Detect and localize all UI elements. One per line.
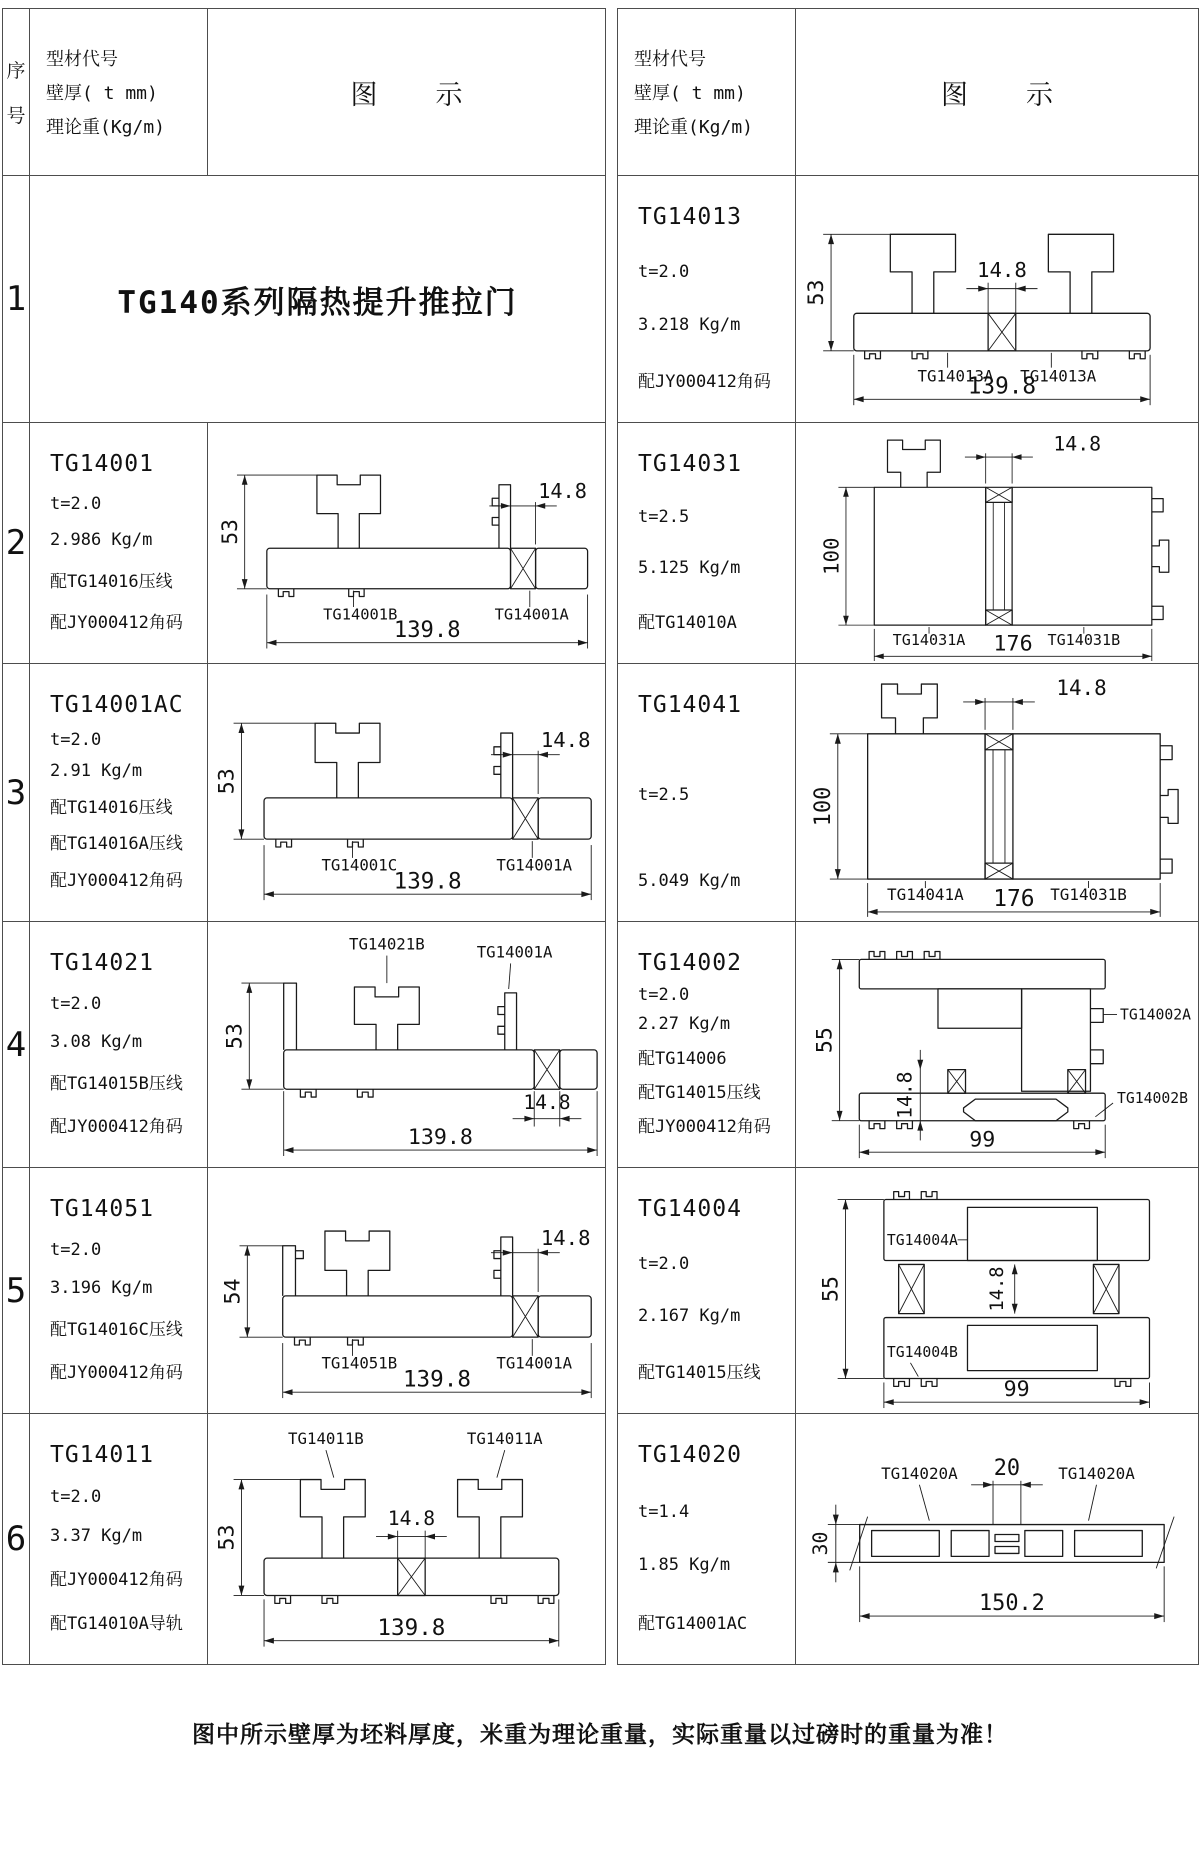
profile-code: TG14031 <box>638 451 742 477</box>
spec-line: 2.27 Kg/m <box>638 1014 731 1035</box>
diagram-cell <box>208 922 606 1168</box>
diagram-cell <box>796 176 1199 423</box>
dim-label: 14.8 <box>540 1225 591 1250</box>
part-label: TG14020A <box>881 1463 958 1483</box>
spec-cell <box>618 423 796 664</box>
dim-label: 139.8 <box>393 616 461 643</box>
spec-line: 配TG14016A压线 <box>50 834 183 855</box>
spec-line: 3.08 Kg/m <box>50 1031 143 1052</box>
dim-label: 14.8 <box>387 1506 436 1530</box>
diagram-cell <box>208 664 606 922</box>
diagram-header-char: 示 <box>1026 79 1053 111</box>
profile-diagram <box>798 666 1196 919</box>
dim-label: 139.8 <box>377 1614 446 1641</box>
part-label: TG14013A <box>1020 366 1097 386</box>
profile-code: TG14001AC <box>50 692 184 718</box>
spec-line: 5.125 Kg/m <box>638 557 741 578</box>
col-header-diagram <box>796 9 1199 176</box>
row-seq-number: 2 <box>3 423 30 664</box>
profile-diagram <box>798 1170 1196 1411</box>
col-header-spec <box>618 9 796 176</box>
part-label: TG14031B <box>1050 884 1127 904</box>
spec-line: 配TG14010A导轨 <box>50 1614 183 1634</box>
spec-line: 配TG14015B压线 <box>50 1074 183 1095</box>
part-label: TG14041A <box>887 884 964 904</box>
spec-line: t=2.0 <box>50 493 102 514</box>
spec-line: 配TG14006 <box>638 1048 727 1069</box>
series-title-cell <box>30 176 606 423</box>
profile-diagram <box>210 666 603 919</box>
spec-line: t=1.4 <box>638 1501 690 1522</box>
profile-code: TG14001 <box>50 451 154 477</box>
profile-code: TG14013 <box>638 204 742 230</box>
col-header-seq <box>3 9 30 176</box>
dim-label: 14.8 <box>523 1090 571 1114</box>
spec-line: t=2.5 <box>638 507 690 528</box>
part-label: TG14031A <box>892 630 966 649</box>
dim-label: 139.8 <box>393 868 462 895</box>
profile-code: TG14041 <box>638 692 742 718</box>
diagram-cell <box>796 1168 1199 1414</box>
col-header-diagram <box>208 9 606 176</box>
part-label: TG14001C <box>321 855 398 875</box>
row-seq-number: 5 <box>3 1168 30 1414</box>
spec-cell <box>618 922 796 1168</box>
part-label: TG14021B <box>348 934 425 954</box>
part-label: TG14001A <box>496 1353 573 1373</box>
spec-line: 配JY000412角码 <box>50 870 183 891</box>
spec-cell <box>30 423 208 664</box>
profile-code: TG14020 <box>638 1442 742 1468</box>
dim-label: 176 <box>993 631 1033 657</box>
spec-line: t=2.0 <box>50 1487 102 1507</box>
profile-diagram <box>798 425 1196 661</box>
profile-code: TG14004 <box>638 1196 742 1222</box>
spec-header-line: 理论重(Kg/m) <box>46 117 166 138</box>
right-table <box>617 8 1199 1665</box>
dim-label: 99 <box>1003 1377 1030 1403</box>
part-label: TG14001A <box>476 942 553 962</box>
left-table <box>2 8 606 1665</box>
profile-diagram <box>210 425 603 661</box>
row-seq-number: 3 <box>3 664 30 922</box>
spec-line: 2.986 Kg/m <box>50 530 153 550</box>
spec-line: 3.37 Kg/m <box>50 1526 143 1546</box>
dim-label: 14.8 <box>540 727 591 752</box>
part-label: TG14020A <box>1058 1463 1135 1483</box>
row-seq-number: 1 <box>3 176 30 423</box>
spec-line: 3.196 Kg/m <box>50 1277 153 1298</box>
part-label: TG14011B <box>288 1429 364 1449</box>
part-label: TG14001B <box>323 605 398 624</box>
spec-line: t=2.0 <box>50 729 102 750</box>
spec-header-line: 理论重(Kg/m) <box>634 117 754 138</box>
spec-line: 1.85 Kg/m <box>638 1555 731 1576</box>
part-label: TG14013A <box>917 366 994 386</box>
dim-label: 176 <box>993 885 1035 912</box>
dim-label: 100 <box>819 537 844 575</box>
spec-header-line: 壁厚( t mm) <box>634 83 746 104</box>
spec-line: 3.218 Kg/m <box>638 314 741 335</box>
profile-code: TG14011 <box>50 1442 154 1468</box>
profile-code: TG14021 <box>50 950 154 976</box>
diagram-cell <box>208 1414 606 1665</box>
spec-line: 配TG14001AC <box>638 1613 748 1634</box>
spec-line: 配TG14015压线 <box>638 1082 761 1103</box>
diagram-cell <box>208 1168 606 1414</box>
spec-cell <box>30 664 208 922</box>
spec-cell <box>30 922 208 1168</box>
seq-header-char: 号 <box>6 105 26 127</box>
part-label: TG14002A <box>1119 1006 1192 1024</box>
part-label: TG14004A <box>886 1231 958 1249</box>
diagram-cell <box>796 423 1199 664</box>
spec-line: 配TG14015压线 <box>638 1363 761 1383</box>
dim-label: 139.8 <box>402 1366 471 1393</box>
part-label: TG14051B <box>321 1353 398 1373</box>
row-seq-number: 6 <box>3 1414 30 1665</box>
spec-line: 2.167 Kg/m <box>638 1306 741 1326</box>
spec-header-line: 型材代号 <box>634 49 706 70</box>
spec-line: 配TG14016压线 <box>50 797 173 818</box>
spec-cell <box>618 176 796 423</box>
spec-cell <box>30 1414 208 1665</box>
spec-line: 5.049 Kg/m <box>638 871 741 891</box>
dim-label: 53 <box>216 519 242 545</box>
dim-label: 54 <box>220 1278 246 1305</box>
dim-label: 53 <box>214 768 240 795</box>
diagram-cell <box>796 1414 1199 1665</box>
spec-header-line: 型材代号 <box>46 49 118 70</box>
series-title: TG140系列隔热提升推拉门 <box>117 284 518 321</box>
dim-label: 14.8 <box>986 1266 1008 1312</box>
dim-label: 139.8 <box>967 373 1037 400</box>
diagram-header-char: 图 <box>941 79 968 111</box>
spec-line: 配JY000412角码 <box>638 371 771 392</box>
dim-label: 100 <box>810 786 836 827</box>
dim-label: 53 <box>804 279 830 306</box>
profile-diagram <box>798 178 1196 420</box>
spec-cell <box>30 1168 208 1414</box>
dim-label: 99 <box>969 1127 996 1153</box>
spec-line: 配TG14016压线 <box>50 571 173 592</box>
spec-line: 2.91 Kg/m <box>50 761 143 782</box>
row-seq-number: 4 <box>3 922 30 1168</box>
diagram-header-char: 示 <box>435 79 463 111</box>
profile-diagram <box>210 1416 603 1662</box>
spec-line: 配JY000412角码 <box>50 613 183 633</box>
profile-code: TG14002 <box>638 950 742 976</box>
diagram-cell <box>208 423 606 664</box>
dim-label: 14.8 <box>1056 675 1107 700</box>
part-label: TG14001A <box>496 855 573 875</box>
dim-label: 30 <box>808 1531 832 1556</box>
spec-line: 配TG14010A <box>638 612 737 633</box>
profile-diagram <box>798 1416 1196 1662</box>
dim-label: 55 <box>812 1027 838 1054</box>
dim-label: 55 <box>818 1276 844 1303</box>
dim-label: 14.8 <box>893 1071 917 1119</box>
spec-cell <box>618 1414 796 1665</box>
profile-diagram <box>210 1170 603 1411</box>
dim-label: 14.8 <box>538 479 587 504</box>
spec-cell <box>618 664 796 922</box>
profile-diagram <box>798 924 1196 1165</box>
dim-label: 14.8 <box>976 257 1027 282</box>
part-label: TG14031B <box>1047 630 1121 649</box>
profile-diagram <box>210 924 603 1165</box>
dim-label: 14.8 <box>1053 432 1102 456</box>
spec-cell <box>618 1168 796 1414</box>
spec-line: 配JY000412角码 <box>50 1117 183 1137</box>
spec-line: t=2.0 <box>50 993 102 1014</box>
dim-label: 139.8 <box>407 1125 473 1151</box>
dim-label: 53 <box>222 1023 248 1050</box>
spec-line: t=2.0 <box>50 1239 102 1260</box>
part-label: TG14001A <box>494 605 569 624</box>
spec-line: t=2.0 <box>638 262 690 283</box>
spec-line: t=2.0 <box>638 985 690 1006</box>
spec-header-line: 壁厚( t mm) <box>46 83 158 104</box>
spec-line: 配JY000412角码 <box>638 1116 771 1137</box>
seq-header-char: 序 <box>6 60 26 82</box>
spec-line: 配JY000412角码 <box>50 1570 183 1590</box>
diagram-cell <box>796 664 1199 922</box>
dim-label: 150.2 <box>978 1591 1045 1617</box>
footer-note: 图中所示壁厚为坯料厚度，米重为理论重量，实际重量以过磅时的重量为准！ <box>192 1722 1008 1748</box>
spec-line: 配TG14016C压线 <box>50 1320 183 1341</box>
dim-label: 53 <box>214 1524 240 1551</box>
spec-line: t=2.0 <box>638 1254 690 1274</box>
col-header-spec <box>30 9 208 176</box>
part-label: TG14004B <box>886 1343 958 1361</box>
part-label: TG14002B <box>1117 1090 1189 1108</box>
part-label: TG14011A <box>466 1429 543 1449</box>
spec-line: t=2.5 <box>638 784 690 805</box>
diagram-header-char: 图 <box>350 79 378 111</box>
dim-label: 20 <box>993 1455 1021 1481</box>
spec-line: 配JY000412角码 <box>50 1363 183 1383</box>
diagram-cell <box>796 922 1199 1168</box>
profile-code: TG14051 <box>50 1196 154 1222</box>
